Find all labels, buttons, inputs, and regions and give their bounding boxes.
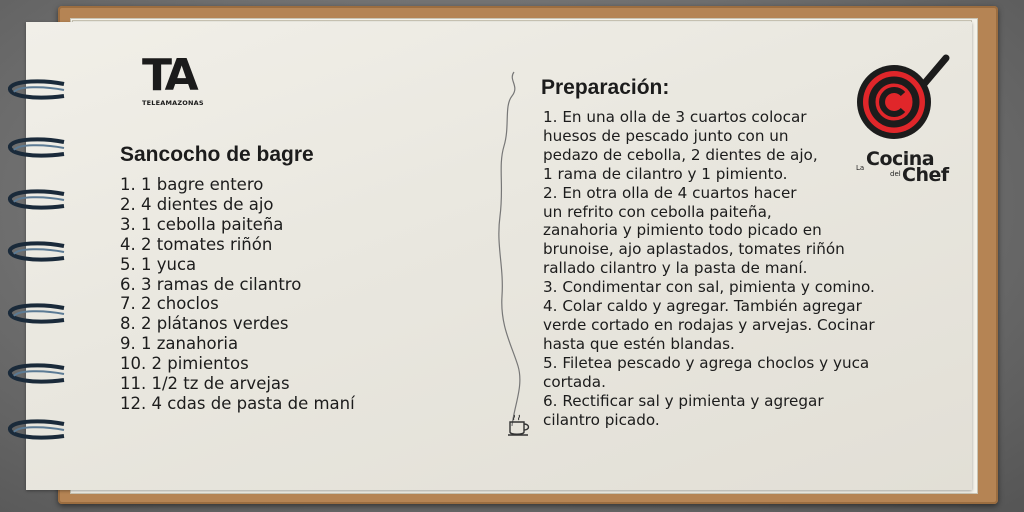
ingredient-list [120,175,355,414]
logo-word-chef: Chef [902,164,949,186]
step-line: cilantro picado. [543,410,660,429]
step-line: 1. En una olla de 3 cuartos colocar [543,108,807,126]
list-item [543,278,875,297]
step-line: 3. Condimentar con sal, pimienta y comino. [543,278,875,297]
step-line: un refrito con cebolla paiteña, [543,202,772,221]
list-item [543,354,875,392]
spiral-ring-icon [4,418,70,444]
logo-word-del: del [890,170,901,178]
list-item: 11. 1/2 tz de arvejas [120,374,290,394]
list-item: 7. 2 choclos [120,294,219,314]
spiral-ring-icon [4,302,70,328]
logo-letters: TA [142,50,195,101]
step-line: 1 rama de cilantro y 1 pimiento. [543,164,788,183]
step-line: 2. En otra olla de 4 cuartos hacer [543,183,797,202]
step-line: verde cortado en rodajas y arvejas. Cocinar [543,315,875,334]
spiral-ring-icon [4,78,70,104]
spiral-ring-icon [4,136,70,162]
step-line: hasta que estén blandas. [543,334,735,353]
recipe-title: Sancocho de bagre [120,143,314,166]
list-item: 9. 1 zanahoria [120,334,239,354]
logo-word-cocina: Cocina [866,148,935,170]
list-item: 10. 2 pimientos [120,354,249,374]
step-line: 4. Colar caldo y agregar. También agregar [543,297,862,316]
logo-word-la: La [856,164,865,172]
spiral-ring-icon [4,188,70,214]
coffee-cup-icon [506,414,536,438]
logo-name: TELEAMAZONAS [142,99,204,107]
teleamazonas-logo [142,50,226,110]
cocina-del-chef-wordmark [856,148,956,188]
list-item: 1. 1 bagre entero [120,175,264,194]
list-item: 3. 1 cebolla paiteña [120,214,284,234]
step-line: 5. Filetea pescado y agrega choclos y yuca [543,353,870,372]
step-line: huesos de pescado junto con un [543,126,789,145]
step-line: zanahoria y pimiento todo picado en [543,221,822,240]
list-item: 8. 2 plátanos verdes [120,314,289,334]
step-line: 6. Rectificar sal y pimienta y agregar [543,391,824,410]
list-item [543,392,875,430]
step-line: pedazo de cebolla, 2 dientes de ajo, [543,145,818,164]
list-item [543,108,875,184]
list-item [543,297,875,354]
spiral-ring-icon [4,362,70,388]
preparation-title: Preparación: [541,76,670,99]
list-item: 5. 1 yuca [120,254,197,274]
list-item: 6. 3 ramas de cilantro [120,274,302,294]
steam-divider-icon [490,66,540,446]
preparation-steps [543,108,875,429]
list-item [543,184,875,279]
step-line: rallado cilantro y la pasta de maní. [543,259,808,278]
list-item: 2. 4 dientes de ajo [120,194,274,214]
list-item: 12. 4 cdas de pasta de maní [120,393,355,413]
spiral-ring-icon [4,240,70,266]
list-item: 4. 2 tomates riñón [120,234,273,254]
step-line: cortada. [543,372,606,391]
step-line: brunoise, ajo aplastados, tomates riñón [543,240,845,259]
